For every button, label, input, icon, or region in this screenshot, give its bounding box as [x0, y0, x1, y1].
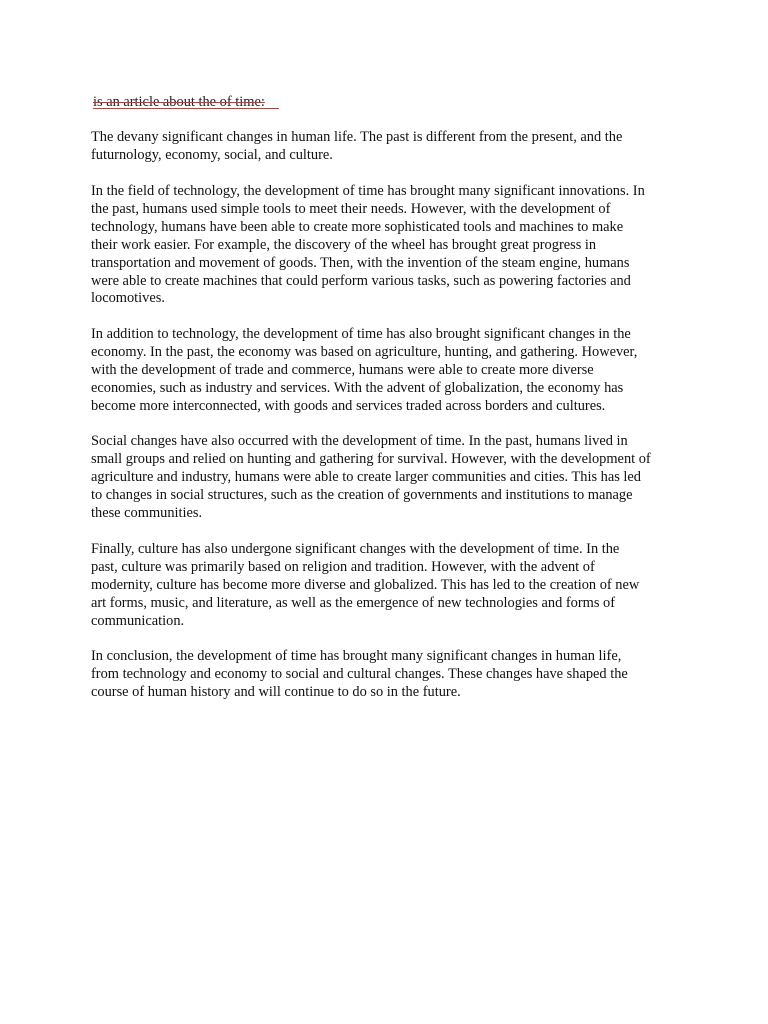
- paragraph-text: Social changes have also occurred with the development of time. In the past, humans lived in small groups and relied on hunting and gathering for survival. However, with the development of agriculture and industry, humans were able to create larger communities and cities. This has led to changes in social structures, such as the creation of governments and institutions to manage these communities.: [91, 433, 651, 521]
- paragraph-technology: [91, 183, 691, 308]
- paragraph-conclusion: [91, 648, 691, 702]
- paragraph-text: The devany significant changes in human life. The past is different from the present, and the futurnology, economy, social, and culture.: [91, 129, 623, 163]
- struck-heading: is an article about the of time:: [93, 94, 265, 110]
- paragraph-culture: [91, 541, 691, 631]
- paragraph-text: In addition to technology, the development of time has also brought significant changes in the economy. In the past, the economy was based on agriculture, hunting, and gathering. However, with the development of trade and commerce, humans were able to create more diverse economies, such as industry and services. With the advent of globalization, the economy has become more interconnected, with goods and services traded across borders and cultures.: [91, 326, 638, 414]
- paragraph-social: [91, 433, 691, 523]
- paragraph-text: Finally, culture has also undergone significant changes with the development of time. In the past, culture was primarily based on religion and tradition. However, with the advent of modernity, culture has become more diverse and globalized. This has led to the creation of new art forms, music, and literature, as well as the emergence of new technologies and forms of communication.: [91, 541, 640, 629]
- paragraph-economy: [91, 326, 691, 416]
- heading-underline: [93, 108, 279, 109]
- paragraph-text: In conclusion, the development of time has brought many significant changes in human life, from technology and economy to social and cultural changes. These changes have shaped the course of human history and will continue to do so in the future.: [91, 648, 628, 700]
- paragraph-text: In the field of technology, the development of time has brought many significant innovations. In the past, humans used simple tools to meet their needs. However, with the development of technology, humans have been able to create more sophisticated tools and machines to make their work easier. For example, the discovery of the wheel has brought great progress in transportation and movement of goods. Then, with the invention of the steam engine, humans were able to create machines that could perform various tasks, such as powering factories and locomotives.: [91, 183, 645, 307]
- paragraph-intro: [91, 129, 691, 165]
